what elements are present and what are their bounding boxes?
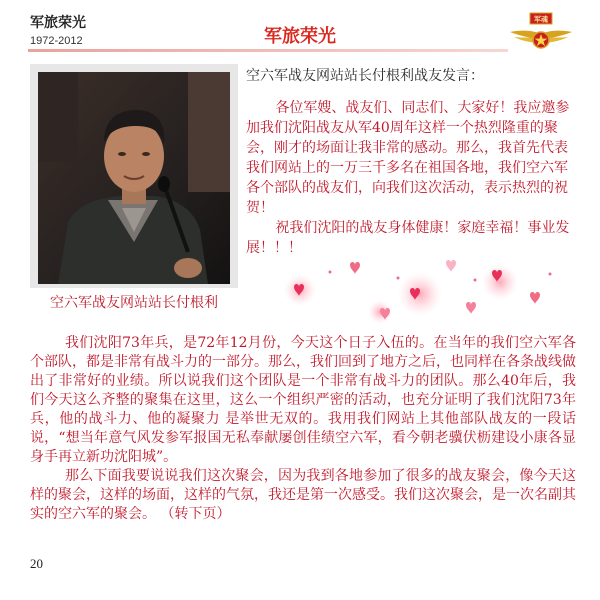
year-range: 1972-2012 [30, 35, 83, 47]
page-title: 军旅荣光 [264, 26, 336, 47]
speaker-photo [38, 72, 230, 284]
speech-paragraph: 各位军嫂、战友们、同志们、大家好！我应邀参加我们沈阳战友从军40周年这样一个热烈隆重的聚会，刚才的场面让我非常的感动。那么，我首先代表我们网站上的一万三千多名在祖国各地，我们空六军各个部队的战友们，向我们这次活动，表示热烈的祝贺！ [246, 100, 570, 216]
air-force-emblem-icon [510, 8, 572, 56]
photo-frame [30, 64, 238, 288]
body-text [30, 334, 576, 524]
speech-paragraph: 祝我们沈阳的战友身体健康！家庭幸福！事业发展！！！ [246, 220, 570, 256]
page-number: 20 [30, 556, 43, 571]
speech-block [246, 66, 578, 258]
photo-caption: 空六军战友网站站长付根利 [50, 295, 218, 311]
decorative-hearts-icon [270, 252, 570, 328]
svg-text:军魂: 军魂 [534, 15, 548, 24]
org-name: 军旅荣光 [30, 15, 86, 31]
body-paragraph: 那么下面我要说说我们这次聚会，因为我到各地参加了很多的战友聚会，像今天这样的聚会，这样的场面，这样的气氛，我还是第一次感受。我们这次聚会，是一次名副其实的空六军的聚会。 （转下页） [30, 468, 576, 522]
header-divider [28, 49, 508, 52]
body-paragraph: 我们沈阳73年兵，是72年12月份，今天这个日子入伍的。在当年的我们空六军各个部队，都是非常有战斗力的一部分。那么，我们回到了地方之后，也同样在各条战线做出了非常好的业绩。所以说我们这个团队是一个非常有战斗力的团队。那么40年后，我们今天这么齐整的聚集在这里，这么一个组织严密的活动，也充分证明了我们沈阳73年兵，他的战斗力、他的凝聚力 是举世无双的。我用我们网站上其他部队战友的一段话说，“想当年意气风发参军报国无私奉献屡创佳绩空六军，看今朝老骥伏枥建设小康各显身手再立新功沈阳城”。 [30, 335, 576, 465]
speech-heading: 空六军战友网站站长付根利战友发言： [246, 68, 484, 84]
